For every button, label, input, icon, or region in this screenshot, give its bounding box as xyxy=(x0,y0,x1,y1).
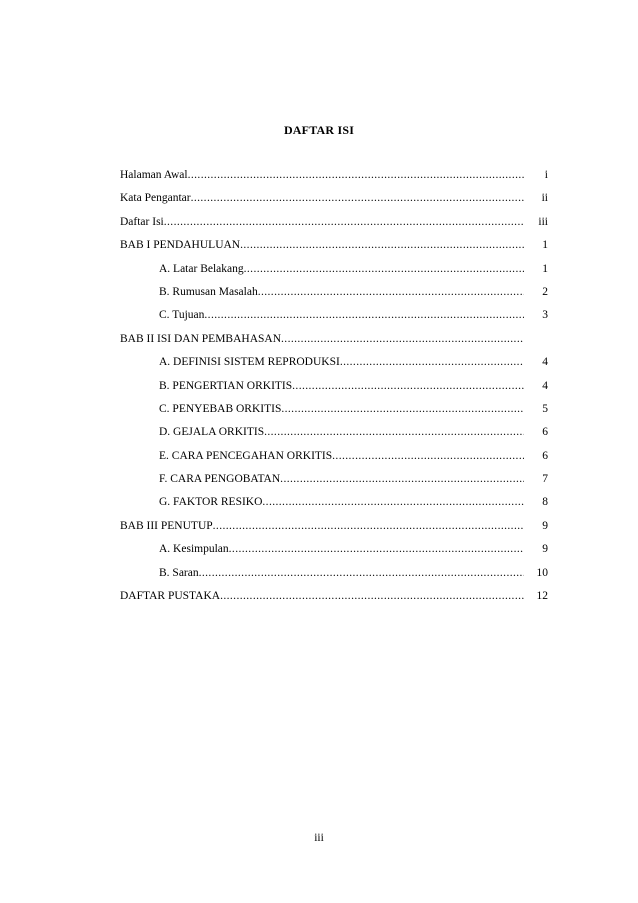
toc-entry-page: 6 xyxy=(542,449,548,462)
toc-entry-label: DAFTAR PUSTAKA xyxy=(120,590,221,603)
toc-entry-label: C. Tujuan xyxy=(159,309,205,322)
toc-leader-dots xyxy=(199,562,524,585)
toc-entry-label: BAB III PENUTUP xyxy=(120,519,213,532)
toc-entry xyxy=(120,304,548,327)
toc-entry xyxy=(120,445,548,468)
toc-entry-page: 4 xyxy=(542,356,548,369)
toc-entry-label: Kata Pengantar xyxy=(120,192,191,205)
toc-entry-label: G. FAKTOR RESIKO xyxy=(159,496,263,509)
toc-entry xyxy=(120,258,548,281)
toc-entry-label: F. CARA PENGOBATAN xyxy=(159,473,281,486)
toc-leader-dots xyxy=(220,585,524,608)
toc-entry-page: 7 xyxy=(542,473,548,486)
toc-leader-dots xyxy=(191,187,524,210)
toc-entry-page: 10 xyxy=(536,566,548,579)
toc-leader-dots xyxy=(244,258,524,281)
toc-entry xyxy=(120,164,548,187)
toc-leader-dots xyxy=(240,234,524,257)
toc-entry-label: BAB II ISI DAN PEMBAHASAN xyxy=(120,332,282,345)
toc-entry-page: ii xyxy=(541,192,548,205)
toc-entry-page: 3 xyxy=(542,309,548,322)
toc-entry-page: 8 xyxy=(542,496,548,509)
page-title: DAFTAR ISI xyxy=(283,123,355,137)
toc-leader-dots xyxy=(264,421,524,444)
toc-entry xyxy=(120,281,548,304)
toc-entry-page: iii xyxy=(538,215,548,228)
toc-leader-dots xyxy=(164,211,524,234)
toc-leader-dots xyxy=(262,491,524,514)
toc-leader-dots xyxy=(280,468,524,491)
toc-entry xyxy=(120,468,548,491)
toc-entry xyxy=(120,538,548,561)
toc-leader-dots xyxy=(332,445,524,468)
toc-entry xyxy=(120,515,548,538)
toc-entry-label: E. CARA PENCEGAHAN ORKITIS xyxy=(159,449,333,462)
toc-entry-label: BAB I PENDAHULUAN xyxy=(120,239,241,252)
toc-entry-label: B. PENGERTIAN ORKITIS xyxy=(159,379,293,392)
toc-entry-label: A. DEFINISI SISTEM REPRODUKSI xyxy=(159,356,340,369)
toc-entry-page: 1 xyxy=(542,239,548,252)
toc-entry xyxy=(120,328,548,351)
toc-entry xyxy=(120,187,548,210)
toc-entry-page: 12 xyxy=(536,590,548,603)
toc-entry xyxy=(120,562,548,585)
toc-entry-label: A. Latar Belakang xyxy=(159,262,244,275)
toc-entry xyxy=(120,491,548,514)
toc-entry xyxy=(120,585,548,608)
toc-entry-label: Daftar Isi xyxy=(120,215,164,228)
page-number: iii xyxy=(314,832,324,844)
toc-entry-page: 5 xyxy=(542,402,548,415)
toc-leader-dots xyxy=(213,515,524,538)
toc-leader-dots xyxy=(292,375,524,398)
toc-entry xyxy=(120,421,548,444)
toc-leader-dots xyxy=(229,538,524,561)
toc-leader-dots xyxy=(258,281,524,304)
toc-entry-page: 4 xyxy=(542,379,548,392)
toc-entry-page: i xyxy=(544,169,548,181)
toc-leader-dots xyxy=(204,304,524,327)
toc-leader-dots xyxy=(281,328,524,351)
table-of-contents xyxy=(120,164,548,608)
toc-entry-label: B. Rumusan Masalah xyxy=(159,285,258,298)
toc-entry-label: B. Saran xyxy=(159,566,199,579)
toc-entry-label: D. GEJALA ORKITIS xyxy=(159,426,265,439)
toc-entry-label: C. PENYEBAB ORKITIS xyxy=(159,402,282,415)
toc-entry xyxy=(120,351,548,374)
toc-entry-page: 2 xyxy=(542,285,548,298)
toc-entry-page: 9 xyxy=(542,543,548,556)
toc-entry xyxy=(120,211,548,234)
toc-entry xyxy=(120,234,548,257)
toc-entry xyxy=(120,398,548,421)
toc-leader-dots xyxy=(281,398,524,421)
toc-entry-page: 9 xyxy=(542,519,548,532)
toc-entry-label: Halaman Awal xyxy=(120,169,188,181)
toc-leader-dots xyxy=(188,164,524,187)
toc-leader-dots xyxy=(340,351,524,374)
toc-entry xyxy=(120,375,548,398)
toc-entry-label: A. Kesimpulan xyxy=(159,543,229,556)
toc-entry-page: 1 xyxy=(542,262,548,275)
toc-entry-page: 6 xyxy=(542,426,548,439)
